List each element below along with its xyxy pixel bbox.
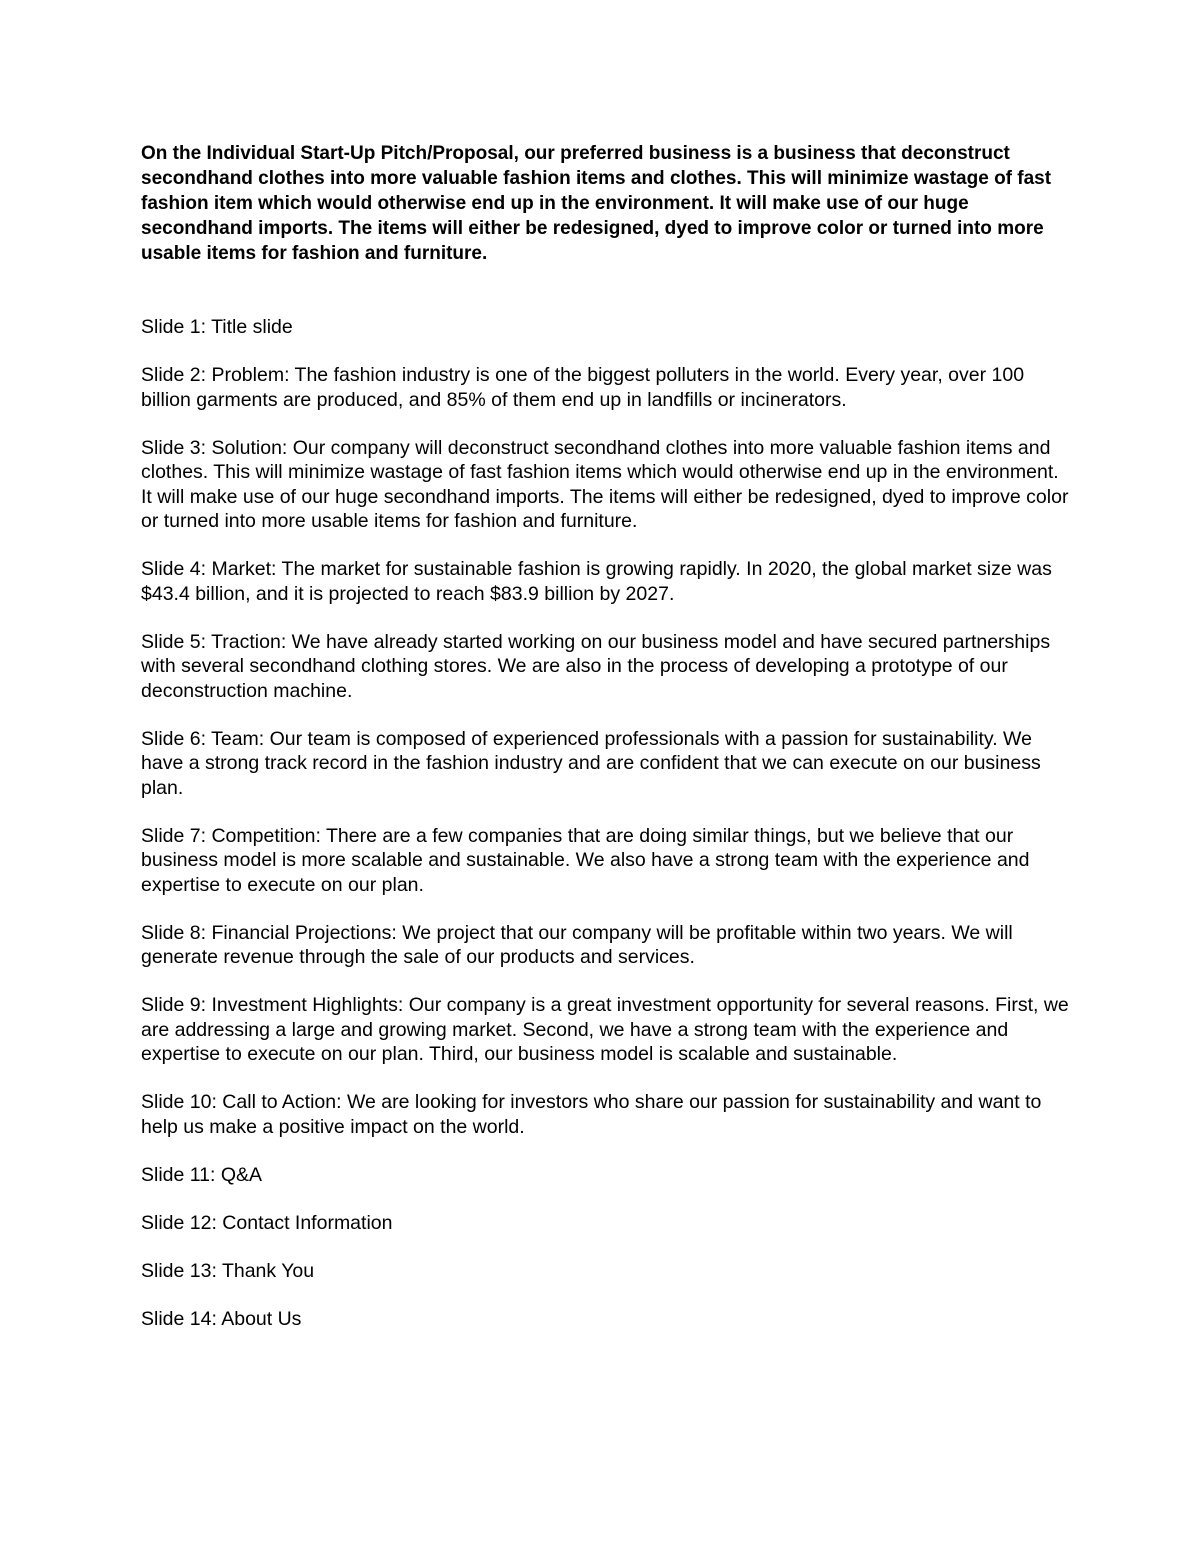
slide-9-item: Slide 9: Investment Highlights: Our company is a great investment opportunity for several reasons. First, we are addressing a large and growing market. Second, we have a strong team with the experience and expertise to execute on our plan. Third, our business model is scalable and sustainable. (141, 994, 1069, 1065)
slide-7-item: Slide 7: Competition: There are a few companies that are doing similar things, but we believe that our business model is more scalable and sustainable. We also have a strong team with the experience and expertise to execute on our plan. (141, 824, 1030, 896)
slide-10-item: Slide 10: Call to Action: We are looking for investors who share our passion for sustainability and want to help us make a positive impact on the world. (141, 1091, 1042, 1138)
slide-5-item: Slide 5: Traction: We have already started working on our business model and have secured partnerships with several secondhand clothing stores. We are also in the process of developing a prototype of our deconstruction machine. (141, 630, 1051, 702)
slide-2-item: Slide 2: Problem: The fashion industry is one of the biggest polluters in the world. Every year, over 100 billion garments are produced, and 85% of them end up in landfills or incinerators. (141, 364, 1025, 411)
slide-14-item: Slide 14: About Us (141, 1307, 302, 1330)
slide-8-item: Slide 8: Financial Projections: We project that our company will be profitable within two years. We will generate revenue through the sale of our products and services. (141, 921, 1013, 968)
slide-3-item: Slide 3: Solution: Our company will deconstruct secondhand clothes into more valuable fashion items and clothes. This will minimize wastage of fast fashion items which would otherwise end up in the environment. It will make use of our huge secondhand imports. The items will either be redesigned, dyed to improve color or turned into more usable items for fashion and furniture. (141, 436, 1069, 532)
intro-paragraph: On the Individual Start-Up Pitch/Proposal, our preferred business is a business that deconstruct secondhand clothes into more valuable fashion items and clothes. This will minimize wastage of fast fashion item which would otherwise end up in the environment. It will make use of our huge secondhand imports. The items will either be redesigned, dyed to improve color or turned into more usable items for fashion and furniture. (141, 143, 1052, 264)
slide-6-item: Slide 6: Team: Our team is composed of experienced professionals with a passion for sustainability. We have a strong track record in the fashion industry and are confident that we can execute on our business plan. (141, 727, 1041, 799)
slide-list (141, 315, 1071, 1331)
slide-11-item: Slide 11: Q&A (141, 1163, 263, 1186)
slide-1-item: Slide 1: Title slide (141, 316, 293, 338)
document-body (141, 141, 1071, 1355)
slide-13-item: Slide 13: Thank You (141, 1259, 315, 1282)
slide-4-item: Slide 4: Market: The market for sustainable fashion is growing rapidly. In 2020, the global market size was $43.4 billion, and it is projected to reach $83.9 billion by 2027. (141, 558, 1052, 605)
slide-12-item: Slide 12: Contact Information (141, 1211, 393, 1234)
